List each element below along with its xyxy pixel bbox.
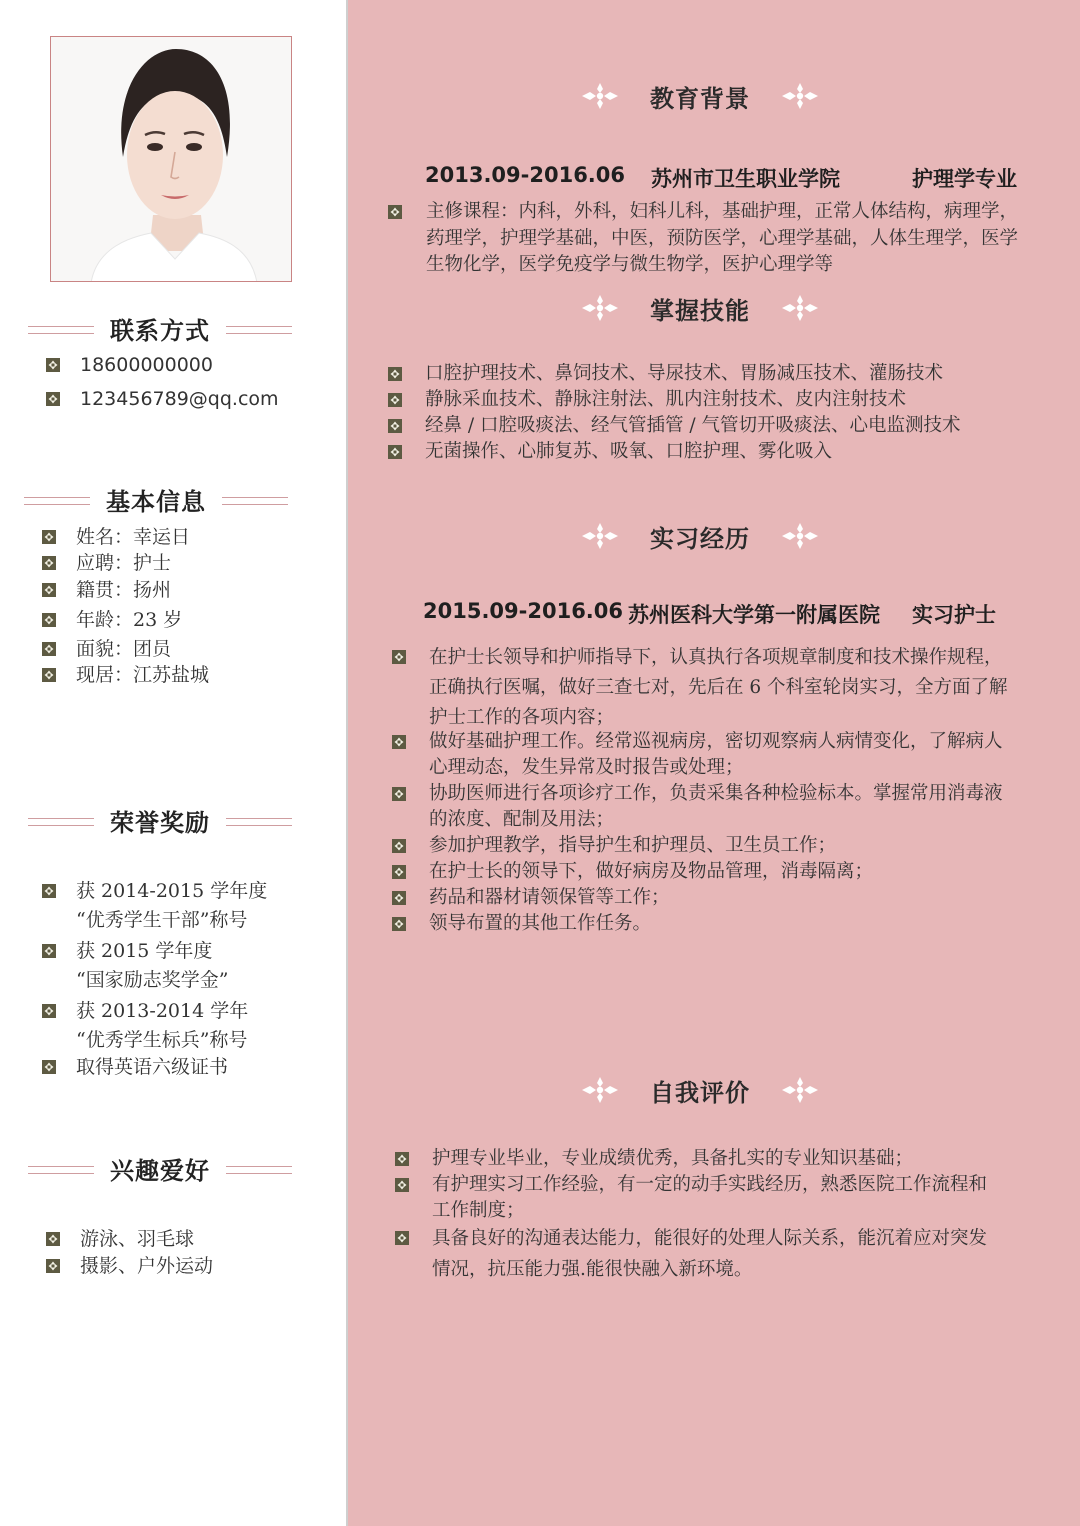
bullet-icon	[388, 393, 402, 407]
ornament-icon	[780, 1075, 820, 1105]
honor-line: 获 2014-2015 学年度	[76, 880, 268, 902]
ornament-icon	[780, 521, 820, 551]
left-column	[0, 0, 346, 1526]
bullet-icon	[388, 367, 402, 381]
skill-item	[388, 413, 961, 439]
internship-text: 在护士长的领导下，做好病房及物品管理，消毒隔离；	[429, 861, 874, 882]
bullet-icon	[388, 205, 402, 219]
basic-item	[42, 576, 171, 605]
header-rule-right	[226, 326, 292, 334]
ornament-icon	[580, 521, 620, 551]
bullet-icon	[388, 445, 402, 459]
self-item	[395, 1172, 1002, 1224]
bullet-icon	[46, 1259, 60, 1273]
basic-item-text: 面貌：团员	[76, 638, 172, 660]
bullet-icon	[395, 1152, 409, 1166]
header-rule-right	[226, 818, 292, 826]
honor-line: “国家励志奖学金”	[76, 969, 229, 991]
basic-section-header	[24, 482, 288, 522]
hobby-item	[46, 1225, 194, 1254]
honor-item	[42, 997, 248, 1055]
ornament-icon	[580, 1075, 620, 1105]
internship-text: 协助医师进行各项诊疗工作，负责采集各种检验标本。掌握常用消毒液的浓度、配制及用法；	[429, 783, 1003, 830]
bullet-icon	[392, 650, 406, 664]
honor-line: 获 2013-2014 学年	[76, 1000, 249, 1022]
bullet-icon	[388, 419, 402, 433]
contact-phone	[46, 351, 213, 380]
email-text: 123456789@qq.com	[80, 388, 279, 410]
ornament-icon	[780, 81, 820, 111]
basic-title: 基本信息	[106, 487, 206, 516]
basic-item-text: 籍贯：扬州	[76, 579, 172, 601]
hobby-text: 游泳、羽毛球	[80, 1228, 195, 1250]
honors-section-header	[28, 803, 292, 843]
skill-item	[388, 439, 832, 465]
internship-text: 参加护理教学，指导护生和护理员、卫生员工作；	[429, 835, 837, 856]
bullet-icon	[392, 787, 406, 801]
self-item	[395, 1146, 913, 1172]
bullet-icon	[395, 1178, 409, 1192]
internship-period: 2015.09-2016.06	[423, 599, 624, 623]
hobby-text: 摄影、户外运动	[80, 1255, 214, 1277]
honor-item	[42, 937, 228, 995]
basic-item-text: 现居：江苏盐城	[76, 664, 210, 686]
bullet-icon	[42, 1060, 56, 1074]
phone-text: 18600000000	[80, 354, 213, 376]
bullet-icon	[42, 530, 56, 544]
bullet-icon	[42, 642, 56, 656]
contact-title: 联系方式	[110, 316, 210, 345]
internship-text: 在护士长领导和护师指导下，认真执行各项规章制度和技术操作规程，正确执行医嘱，做好三查七对，先后在 6 个科室轮岗实习，全方面了解护士工作的各项内容；	[429, 647, 1008, 728]
internship-item	[392, 643, 1009, 733]
internship-item	[392, 859, 873, 885]
basic-item	[42, 523, 190, 552]
bullet-icon	[46, 392, 60, 406]
header-rule-right	[226, 1166, 292, 1174]
basic-item	[42, 635, 171, 664]
basic-item-text: 姓名：幸运日	[76, 526, 191, 548]
self-text: 有护理实习工作经验，有一定的动手实践经历，熟悉医院工作流程和工作制度；	[432, 1174, 988, 1221]
skills-section-header	[580, 288, 820, 328]
skill-text: 静脉采血技术、静脉注射法、肌内注射技术、皮内注射技术	[425, 389, 907, 410]
honor-item	[42, 1053, 228, 1082]
self-text: 具备良好的沟通表达能力，能很好的处理人际关系，能沉着应对突发情况，抗压能力强.能很快融入新环境。	[432, 1228, 988, 1280]
ornament-icon	[580, 293, 620, 323]
bullet-icon	[392, 891, 406, 905]
bullet-icon	[42, 944, 56, 958]
internship-role: 实习护士	[912, 603, 996, 627]
bullet-icon	[42, 583, 56, 597]
education-school: 苏州市卫生职业学院	[651, 167, 840, 191]
education-title: 教育背景	[650, 83, 750, 113]
basic-item	[42, 549, 171, 578]
profile-photo	[50, 36, 292, 282]
internship-text: 药品和器材请领保管等工作；	[429, 887, 670, 908]
basic-item	[42, 661, 209, 690]
education-courses	[388, 199, 1038, 279]
bullet-icon	[42, 556, 56, 570]
ornament-icon	[580, 81, 620, 111]
self-title: 自我评价	[650, 1077, 750, 1107]
contact-section-header	[28, 311, 292, 351]
internship-item	[392, 781, 1009, 833]
bullet-icon	[392, 735, 406, 749]
skill-text: 口腔护理技术、鼻饲技术、导尿技术、胃肠减压技术、灌肠技术	[425, 363, 944, 384]
internship-section-header	[580, 516, 820, 556]
bullet-icon	[42, 668, 56, 682]
hobbies-title: 兴趣爱好	[110, 1156, 210, 1185]
ornament-icon	[780, 293, 820, 323]
self-text: 护理专业毕业，专业成绩优秀，具备扎实的专业知识基础；	[432, 1148, 914, 1169]
honor-item	[42, 877, 267, 935]
bullet-icon	[395, 1231, 409, 1245]
honor-line: 取得英语六级证书	[76, 1056, 229, 1078]
internship-text: 做好基础护理工作。经常巡视病房，密切观察病人病情变化，了解病人心理动态，发生异常及时报告或处理；	[429, 731, 1003, 778]
internship-text: 领导布置的其他工作任务。	[429, 913, 652, 934]
skill-item	[388, 387, 906, 413]
honor-line: 获 2015 学年度	[76, 940, 213, 962]
hobbies-section-header	[28, 1151, 292, 1191]
internship-title: 实习经历	[650, 523, 750, 553]
internship-hospital: 苏州医科大学第一附属医院	[628, 603, 880, 627]
basic-item	[42, 606, 182, 635]
basic-item-text: 应聘：护士	[76, 552, 172, 574]
honor-line: “优秀学生标兵”称号	[76, 1029, 248, 1051]
honor-line: “优秀学生干部”称号	[76, 909, 248, 931]
self-item	[395, 1223, 1002, 1285]
skill-text: 经鼻 / 口腔吸痰法、经气管插管 / 气管切开吸痰法、心电监测技术	[425, 415, 961, 436]
header-rule-right	[222, 497, 288, 505]
internship-item	[392, 885, 670, 911]
bullet-icon	[46, 358, 60, 372]
honors-title: 荣誉奖励	[110, 808, 210, 837]
bullet-icon	[392, 865, 406, 879]
internship-item	[392, 833, 836, 859]
bullet-icon	[42, 1004, 56, 1018]
self-section-header	[580, 1070, 820, 1110]
bullet-icon	[46, 1232, 60, 1246]
hobby-item	[46, 1252, 213, 1281]
bullet-icon	[392, 839, 406, 853]
bullet-icon	[392, 917, 406, 931]
contact-email	[46, 385, 279, 414]
education-section-header	[580, 76, 820, 116]
courses-text: 主修课程：内科，外科，妇科儿科，基础护理，正常人体结构，病理学，药理学，护理学基础，中医，预防医学，心理学基础，人体生理学，医学生物化学，医学免疫学与微生物学，医护心理学等	[426, 201, 1019, 275]
skill-text: 无菌操作、心肺复苏、吸氧、口腔护理、雾化吸入	[425, 441, 833, 462]
skill-item	[388, 361, 943, 387]
education-period: 2013.09-2016.06	[425, 163, 626, 187]
basic-item-text: 年龄：23 岁	[76, 609, 183, 631]
education-major: 护理学专业	[912, 167, 1017, 191]
skills-title: 掌握技能	[650, 295, 750, 325]
bullet-icon	[42, 613, 56, 627]
internship-item	[392, 729, 1009, 781]
bullet-icon	[42, 884, 56, 898]
internship-item	[392, 911, 651, 937]
